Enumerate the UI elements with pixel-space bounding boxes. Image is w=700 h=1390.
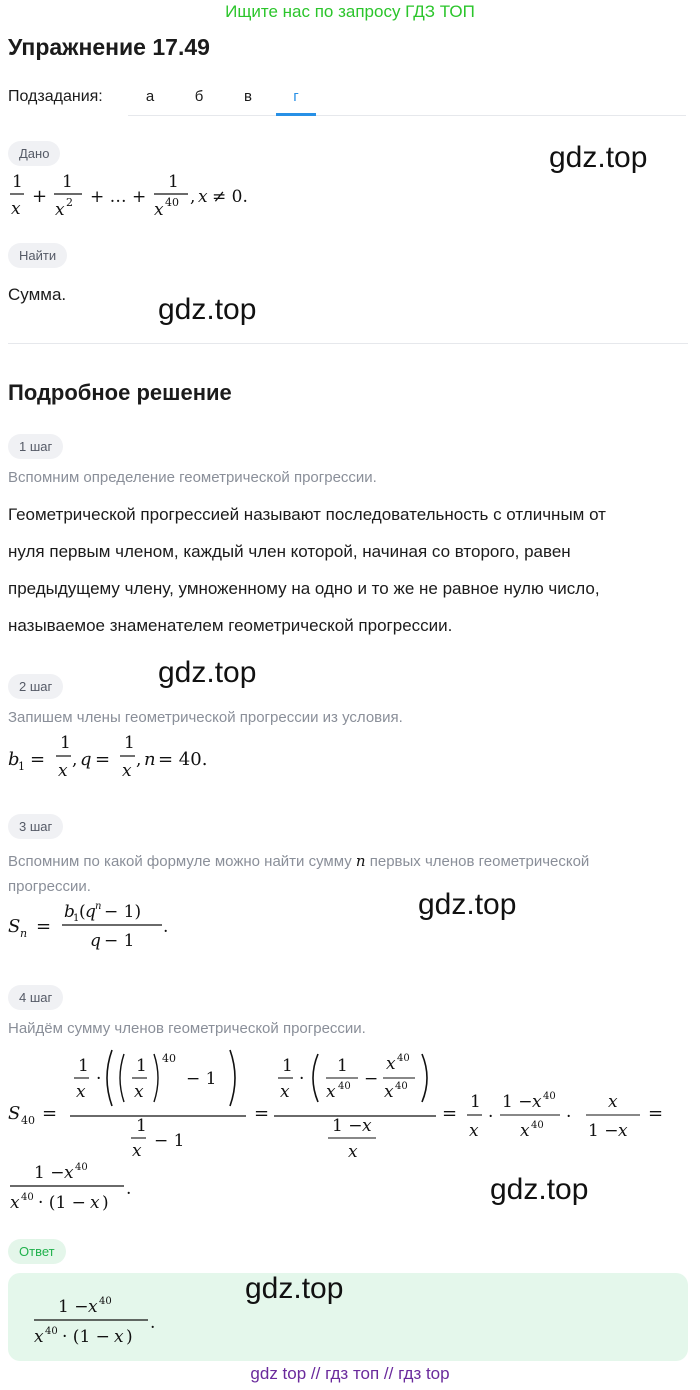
svg-text:40: 40 xyxy=(21,1114,35,1127)
svg-text:= 40.: = 40. xyxy=(158,749,208,770)
watermark: gdz.top xyxy=(490,1173,589,1206)
svg-text:): ) xyxy=(102,1193,109,1213)
svg-text:q: q xyxy=(85,902,96,922)
step-1-hint: Вспомним определение геометрической прогрессии. xyxy=(8,469,377,486)
tab-v[interactable]: в xyxy=(244,88,252,105)
svg-text:,: , xyxy=(72,750,78,770)
svg-text:40: 40 xyxy=(395,1081,408,1092)
svg-text:1: 1 xyxy=(73,913,80,924)
svg-text:− 1: − 1 xyxy=(154,1131,185,1151)
svg-text:40: 40 xyxy=(338,1081,351,1092)
svg-text:1: 1 xyxy=(124,733,135,753)
svg-text:x: x xyxy=(154,200,164,220)
svg-text:S: S xyxy=(8,1103,21,1124)
find-chip: Найти xyxy=(8,243,67,268)
solution-title: Подробное решение xyxy=(8,380,232,405)
svg-text:n: n xyxy=(95,901,102,912)
svg-text:q: q xyxy=(80,749,92,770)
svg-text:1 −: 1 − xyxy=(588,1121,619,1141)
svg-text:x: x xyxy=(348,1142,358,1162)
svg-text:x: x xyxy=(55,200,65,220)
svg-text:.: . xyxy=(163,917,169,937)
find-text: Сумма. xyxy=(8,285,67,304)
step-4-hint: Найдём сумму членов геометрической прогрессии. xyxy=(8,1020,366,1037)
svg-text:1 −: 1 − xyxy=(34,1163,65,1183)
svg-text:=: = xyxy=(648,1103,664,1124)
svg-text:.: . xyxy=(150,1313,156,1333)
svg-text:q: q xyxy=(90,931,101,951)
step-1-chip: 1 шаг xyxy=(8,434,63,459)
subtasks-label: Подзадания: xyxy=(8,88,103,105)
step-4-formula xyxy=(8,1040,698,1165)
svg-text:.: . xyxy=(126,1179,132,1199)
svg-text:x: x xyxy=(58,761,68,781)
svg-text:,: , xyxy=(190,187,196,207)
svg-text:1: 1 xyxy=(62,172,73,192)
given-chip: Дано xyxy=(8,141,60,166)
step-3-formula xyxy=(8,898,188,956)
svg-text:40: 40 xyxy=(99,1296,112,1307)
svg-text:1: 1 xyxy=(282,1056,293,1076)
step-4-result xyxy=(8,1158,188,1218)
svg-text:1 −: 1 − xyxy=(332,1116,363,1136)
svg-text:1: 1 xyxy=(136,1056,147,1076)
svg-text:1: 1 xyxy=(337,1056,348,1076)
step-1-text: Геометрической прогрессией называют последовательность с отличным от нуля первым членом, каждый член которой, начиная со второго, равен предыдущему члену, умноженному на одно и то же не равное нулю число, называемое знаменателем геометрической прогрессии. xyxy=(8,505,606,635)
svg-text:2: 2 xyxy=(66,196,73,209)
promo-banner[interactable]: Ищите нас по запросу ГДЗ ТОП xyxy=(225,2,475,21)
svg-text:·: · xyxy=(299,1069,305,1089)
svg-text:=: = xyxy=(95,749,111,770)
svg-text:− 1): − 1) xyxy=(104,902,142,922)
tabs-divider xyxy=(128,115,686,116)
svg-text:· (1 −: · (1 − xyxy=(62,1327,110,1347)
tab-b[interactable]: б xyxy=(194,88,204,105)
watermark: gdz.top xyxy=(418,888,517,921)
svg-text:x: x xyxy=(64,1163,74,1183)
svg-text:x: x xyxy=(532,1092,542,1112)
svg-text:=: = xyxy=(36,916,52,937)
svg-text:x: x xyxy=(362,1116,372,1136)
svg-text:+ … +: + … + xyxy=(90,187,147,207)
svg-text:,: , xyxy=(136,750,142,770)
svg-text:x: x xyxy=(520,1121,530,1141)
watermark: gdz.top xyxy=(158,656,257,689)
svg-text:x: x xyxy=(114,1327,124,1347)
svg-text:− 1: − 1 xyxy=(186,1069,217,1089)
step-2-formula xyxy=(8,732,248,786)
svg-text:x: x xyxy=(386,1054,396,1074)
svg-text:x: x xyxy=(11,199,21,219)
watermark: gdz.top xyxy=(245,1272,344,1305)
svg-text:·: · xyxy=(96,1069,102,1089)
svg-text:x: x xyxy=(384,1082,394,1102)
svg-text:· (1 −: · (1 − xyxy=(38,1193,86,1213)
watermark: gdz.top xyxy=(549,141,648,174)
svg-text:): ) xyxy=(126,1327,133,1347)
svg-text:·: · xyxy=(566,1107,572,1127)
svg-text:+: + xyxy=(32,186,48,207)
svg-text:x: x xyxy=(10,1193,20,1213)
active-tab-indicator xyxy=(276,113,316,116)
svg-text:40: 40 xyxy=(162,1052,176,1065)
svg-text:=: = xyxy=(442,1103,458,1124)
svg-text:x: x xyxy=(76,1082,86,1102)
svg-text:x: x xyxy=(198,187,208,207)
svg-text:x: x xyxy=(134,1082,144,1102)
svg-text:x: x xyxy=(469,1121,479,1141)
svg-text:x: x xyxy=(326,1082,336,1102)
tab-g[interactable]: г xyxy=(293,88,299,105)
tab-a[interactable]: а xyxy=(145,88,155,105)
svg-text:≠ 0.: ≠ 0. xyxy=(212,187,248,207)
svg-text:x: x xyxy=(90,1193,100,1213)
svg-text:40: 40 xyxy=(531,1120,544,1131)
svg-text:b: b xyxy=(64,902,75,922)
svg-text:·: · xyxy=(488,1107,494,1127)
svg-text:1: 1 xyxy=(136,1116,147,1136)
svg-text:=: = xyxy=(30,749,46,770)
svg-text:n: n xyxy=(144,749,156,770)
svg-text:1: 1 xyxy=(168,172,179,192)
svg-text:(: ( xyxy=(79,902,86,922)
svg-text:x: x xyxy=(88,1297,98,1317)
svg-text:−: − xyxy=(364,1069,379,1089)
step-2-chip: 2 шаг xyxy=(8,674,63,699)
watermark: gdz.top xyxy=(158,293,257,326)
svg-text:x: x xyxy=(132,1141,142,1161)
svg-text:x: x xyxy=(34,1327,44,1347)
svg-text:1: 1 xyxy=(60,733,71,753)
svg-text:x: x xyxy=(608,1092,618,1112)
svg-text:=: = xyxy=(254,1103,270,1124)
svg-text:40: 40 xyxy=(543,1091,556,1102)
svg-text:1: 1 xyxy=(78,1056,89,1076)
step-3-chip: 3 шаг xyxy=(8,814,63,839)
svg-text:40: 40 xyxy=(75,1162,88,1173)
page-title: Упражнение 17.49 xyxy=(8,34,210,60)
svg-text:40: 40 xyxy=(45,1326,58,1337)
svg-text:S: S xyxy=(8,916,21,937)
svg-text:− 1: − 1 xyxy=(104,931,135,951)
svg-text:n: n xyxy=(20,927,28,940)
answer-formula xyxy=(32,1292,212,1352)
svg-text:x: x xyxy=(122,761,132,781)
svg-text:x: x xyxy=(618,1121,628,1141)
svg-text:1: 1 xyxy=(18,760,25,773)
svg-text:x: x xyxy=(280,1082,290,1102)
svg-text:40: 40 xyxy=(165,196,179,209)
step-3-hint: Вспомним по какой формуле можно найти сумму n первых членов геометрической прогрессии. xyxy=(8,852,590,895)
given-formula xyxy=(8,170,268,226)
section-divider xyxy=(8,343,688,344)
svg-text:40: 40 xyxy=(21,1192,34,1203)
step-4-chip: 4 шаг xyxy=(8,985,63,1010)
svg-text:=: = xyxy=(42,1103,58,1124)
step-2-hint: Запишем члены геометрической прогрессии из условия. xyxy=(8,709,403,726)
svg-text:1: 1 xyxy=(12,172,23,192)
svg-text:b: b xyxy=(8,749,20,770)
svg-text:1 −: 1 − xyxy=(58,1297,89,1317)
bottom-links[interactable]: gdz top // гдз топ // гдз top xyxy=(250,1364,450,1383)
svg-text:1: 1 xyxy=(470,1092,481,1112)
svg-text:40: 40 xyxy=(397,1053,410,1064)
svg-text:1 −: 1 − xyxy=(502,1092,533,1112)
answer-chip: Ответ xyxy=(8,1239,66,1264)
